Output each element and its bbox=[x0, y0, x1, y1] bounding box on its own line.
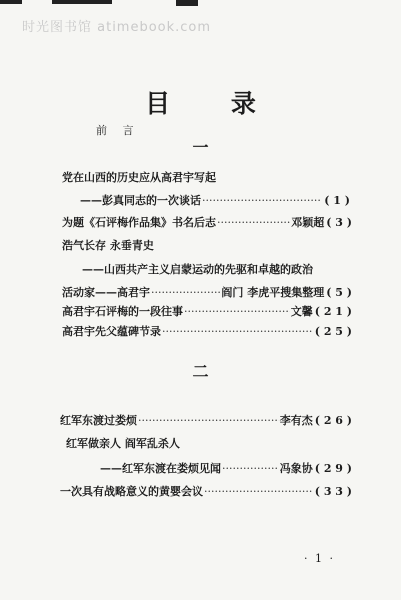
dot-leader bbox=[217, 215, 290, 230]
dot-leader bbox=[222, 461, 279, 476]
toc-entry-page: ( 2 6 ) bbox=[314, 414, 352, 427]
toc-entry-title: 红军东渡过娄烦 bbox=[60, 414, 137, 427]
page-title: 目 录 bbox=[145, 89, 282, 118]
toc-entry-page: ( 2 1 ) bbox=[314, 305, 352, 318]
toc-entry-title: 高君宇石评梅的一段往事 bbox=[62, 305, 183, 318]
toc-entry bbox=[62, 324, 352, 339]
toc-entry-page: ( 5 ) bbox=[326, 286, 352, 299]
toc-entry: ——山西共产主义启蒙运动的先驱和卓越的政治 bbox=[82, 263, 313, 276]
dot-leader bbox=[184, 304, 290, 319]
toc-entry-page: ( 2 9 ) bbox=[314, 462, 352, 475]
toc-entry-title: ——彭真同志的一次谈话 bbox=[80, 194, 201, 207]
toc-entry bbox=[62, 304, 352, 319]
toc-entry-author: 李有杰 bbox=[279, 414, 313, 427]
toc-entry: 浩气长存 永垂青史 bbox=[62, 239, 154, 252]
toc-entry-author: 阎门 李虎平搜集整理 bbox=[221, 286, 325, 299]
toc-entry-page: ( 3 3 ) bbox=[314, 485, 352, 498]
toc-entry-page: ( 2 5 ) bbox=[314, 325, 352, 338]
toc-entry bbox=[60, 413, 352, 428]
toc-entry-author: 邓颖超 bbox=[291, 216, 325, 229]
toc-entry-title: 活动家——高君宇 bbox=[62, 286, 150, 299]
section-number-2: 二 bbox=[192, 362, 209, 381]
toc-entry bbox=[62, 215, 352, 230]
toc-entry-preface: 前 言 bbox=[96, 124, 140, 137]
dot-leader bbox=[202, 193, 321, 208]
toc-entry-title: 高君宇先父蕴碑节录 bbox=[62, 325, 161, 338]
dot-leader bbox=[162, 324, 312, 339]
toc-entry-page: ( 1 ) bbox=[324, 194, 350, 207]
toc-entry: 红军做亲人 阎军乱杀人 bbox=[66, 437, 180, 450]
dot-leader bbox=[204, 484, 312, 499]
dot-leader bbox=[151, 285, 220, 300]
scan-mark bbox=[52, 0, 112, 4]
toc-entry bbox=[62, 285, 352, 300]
toc-entry-title: 为题《石评梅作品集》书名后志 bbox=[62, 216, 216, 229]
toc-entry-title: 一次具有战略意义的黄婴会议 bbox=[60, 485, 203, 498]
toc-entry-author: 文馨 bbox=[290, 305, 313, 318]
toc-entry: 党在山西的历史应从高君宇写起 bbox=[62, 171, 216, 184]
page-number: · 1 · bbox=[304, 552, 335, 565]
toc-entry-page: ( 3 ) bbox=[326, 216, 352, 229]
toc-entry bbox=[100, 461, 352, 476]
toc-entry bbox=[80, 193, 350, 208]
scan-mark bbox=[176, 0, 198, 6]
toc-entry-author: 冯象协 bbox=[279, 462, 313, 475]
section-number-1: 一 bbox=[192, 138, 209, 157]
toc-entry-title: ——红军东渡在娄烦见闻 bbox=[100, 462, 221, 475]
dot-leader bbox=[138, 413, 279, 428]
watermark: 时光图书馆 atimebook.com bbox=[22, 20, 212, 35]
scan-mark bbox=[0, 0, 22, 4]
toc-entry bbox=[60, 484, 352, 499]
